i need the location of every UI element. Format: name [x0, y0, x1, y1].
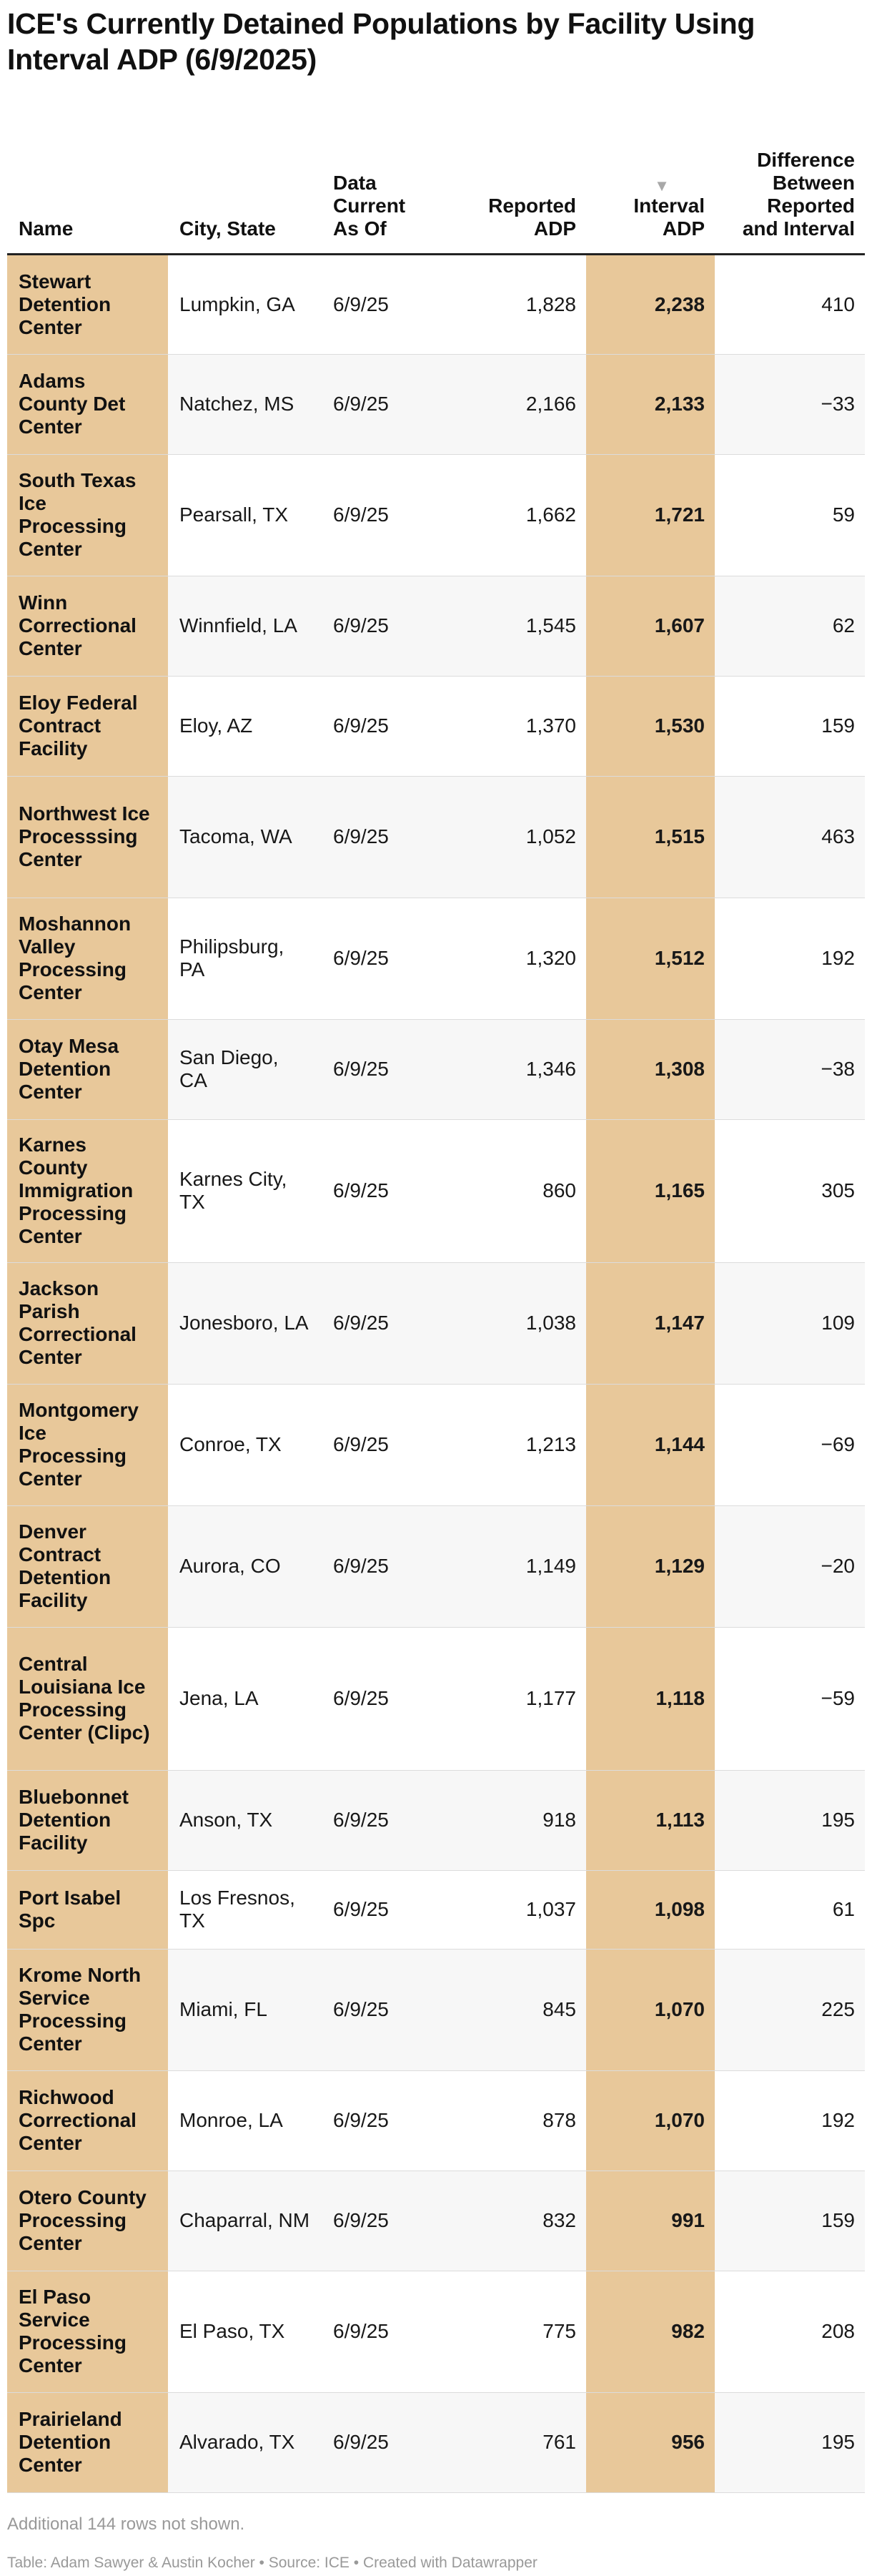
cell-name: Moshannon Valley Processing Center	[7, 898, 168, 1019]
cell-interval: 1,070	[586, 1949, 715, 2070]
cell-difference: 225	[715, 1949, 865, 2070]
cell-date: 6/9/25	[322, 676, 443, 776]
cell-date: 6/9/25	[322, 776, 443, 898]
cell-reported: 918	[443, 1770, 586, 1870]
table-row	[7, 254, 865, 354]
table-row	[7, 1949, 865, 2070]
chart-container	[7, 0, 865, 2571]
cell-date: 6/9/25	[322, 1627, 443, 1770]
table-row	[7, 354, 865, 454]
table-row	[7, 1119, 865, 1262]
cell-date: 6/9/25	[322, 1262, 443, 1384]
footnote: Additional 144 rows not shown.	[7, 2514, 245, 2534]
cell-reported: 1,545	[443, 576, 586, 676]
cell-name: Denver Contract Detention Facility	[7, 1505, 168, 1627]
cell-name: Richwood Correctional Center	[7, 2070, 168, 2171]
cell-interval: 956	[586, 2392, 715, 2492]
col-header-interval[interactable]	[586, 111, 715, 254]
cell-difference: −38	[715, 1019, 865, 1119]
table-row	[7, 2392, 865, 2492]
cell-reported: 1,037	[443, 1870, 586, 1949]
table-row	[7, 1770, 865, 1870]
cell-reported: 1,038	[443, 1262, 586, 1384]
table-row	[7, 2271, 865, 2392]
cell-date: 6/9/25	[322, 1505, 443, 1627]
cell-date: 6/9/25	[322, 1770, 443, 1870]
cell-city: El Paso, TX	[168, 2271, 322, 2392]
cell-interval: 1,512	[586, 898, 715, 1019]
cell-difference: −59	[715, 1627, 865, 1770]
cell-reported: 1,149	[443, 1505, 586, 1627]
cell-difference: −33	[715, 354, 865, 454]
cell-reported: 1,370	[443, 676, 586, 776]
cell-reported: 1,320	[443, 898, 586, 1019]
cell-reported: 761	[443, 2392, 586, 2492]
cell-reported: 2,166	[443, 354, 586, 454]
cell-name: Karnes County Immigration Processing Center	[7, 1119, 168, 1262]
table-row	[7, 676, 865, 776]
col-header-difference[interactable]: Difference Between Reported and Interval	[715, 111, 865, 254]
cell-interval: 1,515	[586, 776, 715, 898]
cell-name: Otero County Processing Center	[7, 2171, 168, 2271]
table-row	[7, 576, 865, 676]
table-row	[7, 776, 865, 898]
cell-city: Pearsall, TX	[168, 454, 322, 576]
cell-name: Montgomery Ice Processing Center	[7, 1384, 168, 1505]
cell-interval: 1,098	[586, 1870, 715, 1949]
cell-difference: 59	[715, 454, 865, 576]
cell-name: Prairieland Detention Center	[7, 2392, 168, 2492]
cell-interval: 1,113	[586, 1770, 715, 1870]
header-row	[7, 111, 865, 254]
cell-date: 6/9/25	[322, 1019, 443, 1119]
cell-city: Anson, TX	[168, 1770, 322, 1870]
col-header-name[interactable]: Name	[7, 111, 168, 254]
table-row	[7, 2070, 865, 2171]
cell-difference: 410	[715, 254, 865, 354]
cell-interval: 1,147	[586, 1262, 715, 1384]
cell-interval: 2,133	[586, 354, 715, 454]
cell-date: 6/9/25	[322, 2271, 443, 2392]
cell-interval: 1,070	[586, 2070, 715, 2171]
table-body	[7, 254, 865, 2492]
cell-city: Miami, FL	[168, 1949, 322, 2070]
cell-name: Otay Mesa Detention Center	[7, 1019, 168, 1119]
cell-city: Eloy, AZ	[168, 676, 322, 776]
cell-date: 6/9/25	[322, 2171, 443, 2271]
cell-difference: −20	[715, 1505, 865, 1627]
cell-name: Stewart Detention Center	[7, 254, 168, 354]
cell-difference: 208	[715, 2271, 865, 2392]
cell-difference: 192	[715, 898, 865, 1019]
cell-interval: 1,530	[586, 676, 715, 776]
cell-name: Central Louisiana Ice Processing Center (Clipc)	[7, 1627, 168, 1770]
cell-name: Port Isabel Spc	[7, 1870, 168, 1949]
cell-reported: 775	[443, 2271, 586, 2392]
cell-city: Karnes City, TX	[168, 1119, 322, 1262]
table-row	[7, 1627, 865, 1770]
cell-reported: 1,213	[443, 1384, 586, 1505]
cell-date: 6/9/25	[322, 2070, 443, 2171]
cell-date: 6/9/25	[322, 254, 443, 354]
col-header-date[interactable]: Data Current As Of	[322, 111, 443, 254]
col-header-city[interactable]: City, State	[168, 111, 322, 254]
table-row	[7, 1262, 865, 1384]
cell-city: Aurora, CO	[168, 1505, 322, 1627]
cell-date: 6/9/25	[322, 576, 443, 676]
table-row	[7, 1870, 865, 1949]
cell-difference: 192	[715, 2070, 865, 2171]
cell-reported: 860	[443, 1119, 586, 1262]
table-row	[7, 1384, 865, 1505]
cell-difference: 62	[715, 576, 865, 676]
cell-name: Jackson Parish Correctional Center	[7, 1262, 168, 1384]
cell-name: El Paso Service Processing Center	[7, 2271, 168, 2392]
cell-city: Jonesboro, LA	[168, 1262, 322, 1384]
cell-difference: 305	[715, 1119, 865, 1262]
cell-difference: 463	[715, 776, 865, 898]
cell-city: Monroe, LA	[168, 2070, 322, 2171]
cell-city: Jena, LA	[168, 1627, 322, 1770]
cell-city: Conroe, TX	[168, 1384, 322, 1505]
cell-interval: 1,308	[586, 1019, 715, 1119]
data-table	[7, 111, 865, 2493]
cell-reported: 832	[443, 2171, 586, 2271]
cell-interval: 1,118	[586, 1627, 715, 1770]
cell-date: 6/9/25	[322, 1870, 443, 1949]
cell-reported: 878	[443, 2070, 586, 2171]
credit-line: Table: Adam Sawyer & Austin Kocher • Source: ICE • Created with Datawrapper	[7, 2555, 537, 2571]
cell-city: Los Fresnos, TX	[168, 1870, 322, 1949]
table-row	[7, 898, 865, 1019]
cell-reported: 1,828	[443, 254, 586, 354]
cell-interval: 1,144	[586, 1384, 715, 1505]
cell-date: 6/9/25	[322, 2392, 443, 2492]
cell-date: 6/9/25	[322, 898, 443, 1019]
cell-reported: 1,346	[443, 1019, 586, 1119]
cell-reported: 845	[443, 1949, 586, 2070]
cell-name: Krome North Service Processing Center	[7, 1949, 168, 2070]
cell-reported: 1,177	[443, 1627, 586, 1770]
cell-date: 6/9/25	[322, 1119, 443, 1262]
cell-interval: 991	[586, 2171, 715, 2271]
cell-city: Winnfield, LA	[168, 576, 322, 676]
table-row	[7, 2171, 865, 2271]
cell-reported: 1,662	[443, 454, 586, 576]
cell-difference: 61	[715, 1870, 865, 1949]
cell-difference: 195	[715, 2392, 865, 2492]
cell-city: Tacoma, WA	[168, 776, 322, 898]
chart-title: ICE's Currently Detained Populations by Facility Using Interval ADP (6/9/2025)	[7, 7, 755, 76]
cell-date: 6/9/25	[322, 1384, 443, 1505]
cell-date: 6/9/25	[322, 1949, 443, 2070]
cell-difference: −69	[715, 1384, 865, 1505]
cell-city: Chaparral, NM	[168, 2171, 322, 2271]
cell-difference: 159	[715, 676, 865, 776]
cell-name: Adams County Det Center	[7, 354, 168, 454]
cell-interval: 1,129	[586, 1505, 715, 1627]
cell-interval: 982	[586, 2271, 715, 2392]
col-header-interval-label: Interval ADP	[633, 194, 705, 240]
cell-interval: 2,238	[586, 254, 715, 354]
cell-city: Philipsburg, PA	[168, 898, 322, 1019]
cell-name: Eloy Federal Contract Facility	[7, 676, 168, 776]
cell-interval: 1,721	[586, 454, 715, 576]
cell-name: South Texas Ice Processing Center	[7, 454, 168, 576]
cell-city: Natchez, MS	[168, 354, 322, 454]
cell-name: Northwest Ice Processsing Center	[7, 776, 168, 898]
col-header-reported[interactable]: Reported ADP	[443, 111, 586, 254]
cell-reported: 1,052	[443, 776, 586, 898]
cell-interval: 1,165	[586, 1119, 715, 1262]
cell-city: San Diego, CA	[168, 1019, 322, 1119]
cell-name: Bluebonnet Detention Facility	[7, 1770, 168, 1870]
cell-difference: 159	[715, 2171, 865, 2271]
cell-city: Alvarado, TX	[168, 2392, 322, 2492]
cell-city: Lumpkin, GA	[168, 254, 322, 354]
cell-date: 6/9/25	[322, 354, 443, 454]
sort-descending-icon: ▼	[654, 176, 670, 195]
table-row	[7, 1019, 865, 1119]
cell-interval: 1,607	[586, 576, 715, 676]
cell-difference: 195	[715, 1770, 865, 1870]
table-row	[7, 1505, 865, 1627]
cell-date: 6/9/25	[322, 454, 443, 576]
cell-name: Winn Correctional Center	[7, 576, 168, 676]
table-row	[7, 454, 865, 576]
cell-difference: 109	[715, 1262, 865, 1384]
